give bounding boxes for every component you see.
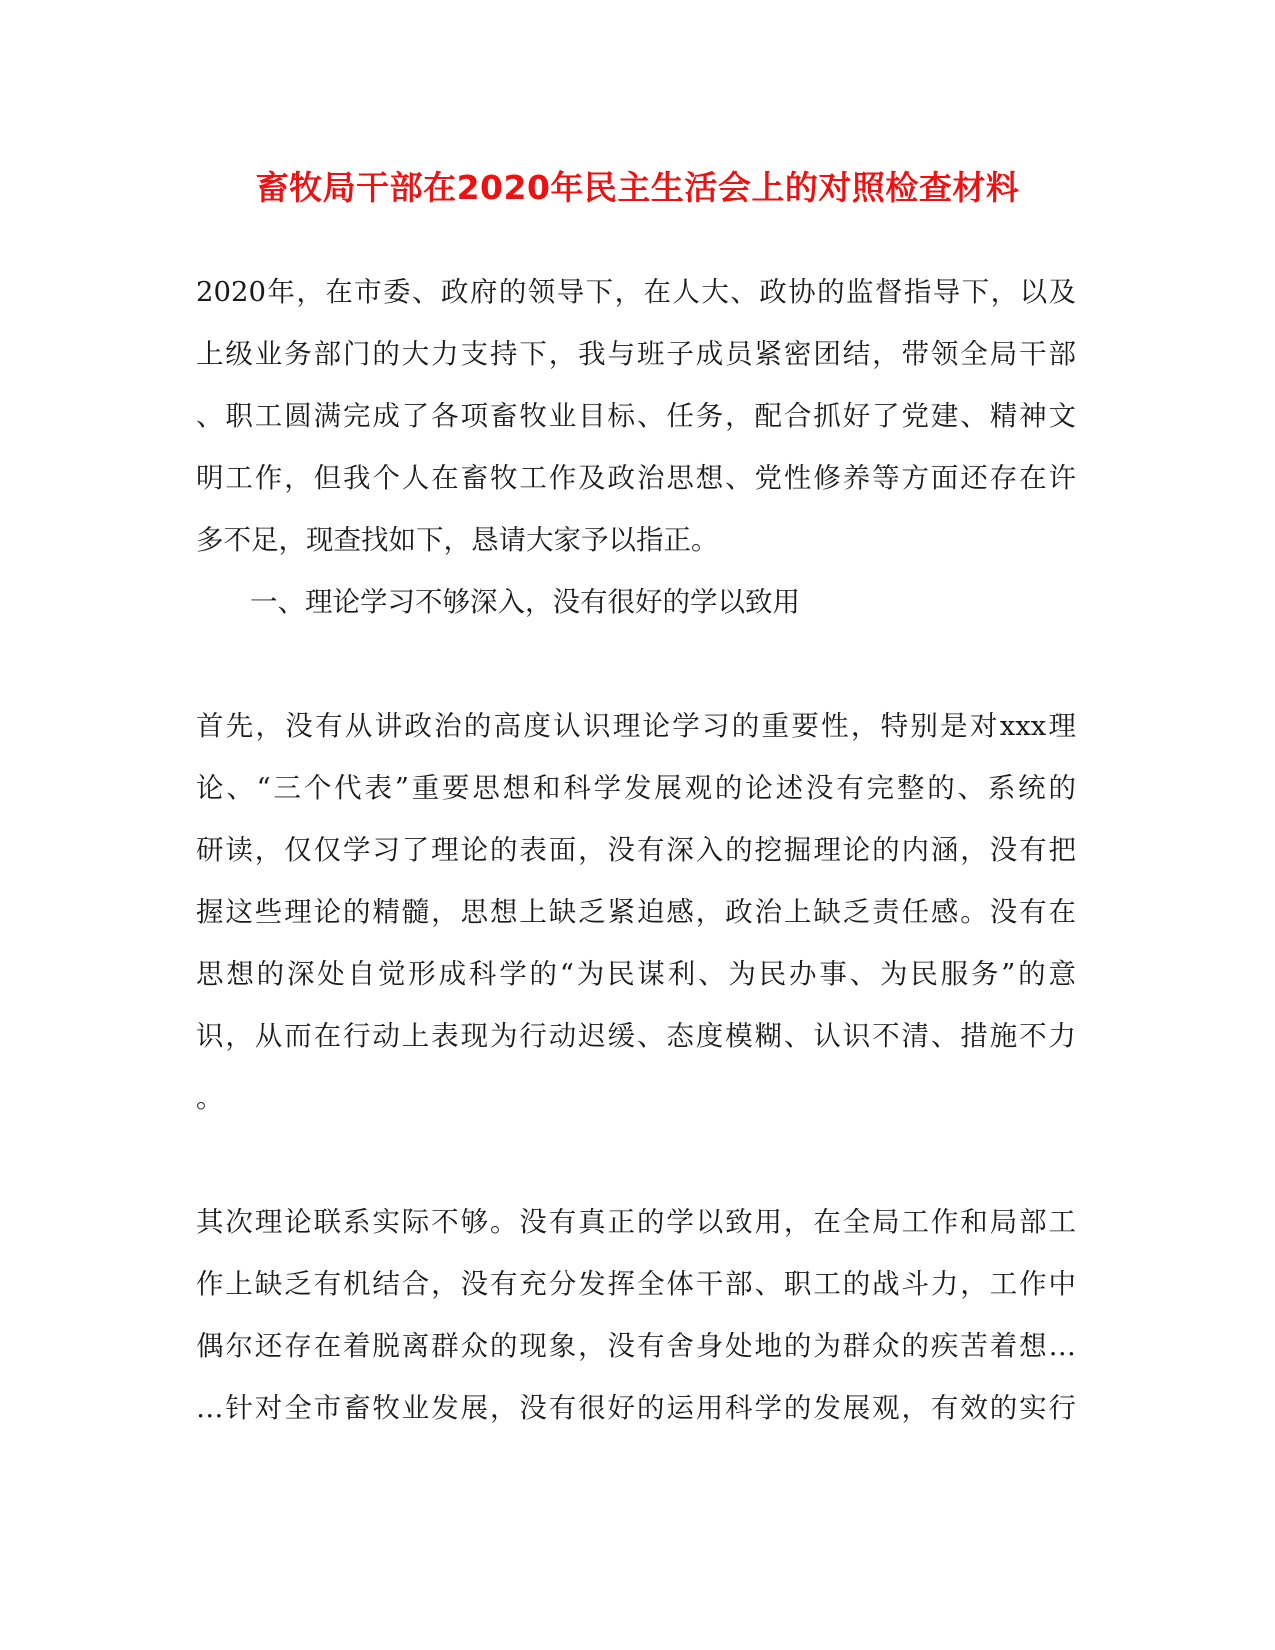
paragraph-line: 明工作，但我个人在畜牧工作及政治思想、党性修养等方面还存在许 <box>196 462 1076 494</box>
paragraph-line: 研读，仅仅学习了理论的表面，没有深入的挖掘理论的内涵，没有把 <box>196 834 1076 866</box>
document-title: 畜牧局干部在2020年民主生活会上的对照检查材料 <box>255 168 1020 207</box>
paragraph-line: 上级业务部门的大力支持下，我与班子成员紧密团结，带领全局干部 <box>196 338 1076 370</box>
section-heading: 一、理论学习不够深入，没有很好的学以致用 <box>250 586 800 618</box>
paragraph-line: 。 <box>196 1082 224 1114</box>
paragraph-line: 握这些理论的精髓，思想上缺乏紧迫感，政治上缺乏责任感。没有在 <box>196 896 1076 928</box>
paragraph-line: 思想的深处自觉形成科学的“为民谋利、为民办事、为民服务”的意 <box>196 958 1076 990</box>
paragraph-line: 首先，没有从讲政治的高度认识理论学习的重要性，特别是对xxx理 <box>196 710 1076 742</box>
paragraph-line: 论、“三个代表”重要思想和科学发展观的论述没有完整的、系统的 <box>196 772 1076 804</box>
paragraph-line: 识，从而在行动上表现为行动迟缓、态度模糊、认识不清、措施不力 <box>196 1020 1076 1052</box>
paragraph-line: …针对全市畜牧业发展，没有很好的运用科学的发展观，有效的实行 <box>196 1392 1076 1424</box>
paragraph-line: 其次理论联系实际不够。没有真正的学以致用，在全局工作和局部工 <box>196 1206 1076 1238</box>
paragraph-line: 偶尔还存在着脱离群众的现象，没有舍身处地的为群众的疾苦着想… <box>196 1330 1076 1362</box>
paragraph-line: 2020年，在市委、政府的领导下，在人大、政协的监督指导下，以及 <box>196 276 1076 308</box>
paragraph-line: 多不足，现查找如下，恳请大家予以指正。 <box>196 524 719 556</box>
paragraph-line: 作上缺乏有机结合，没有充分发挥全体干部、职工的战斗力，工作中 <box>196 1268 1076 1300</box>
paragraph-line: 、职工圆满完成了各项畜牧业目标、任务，配合抓好了党建、精神文 <box>196 400 1076 432</box>
